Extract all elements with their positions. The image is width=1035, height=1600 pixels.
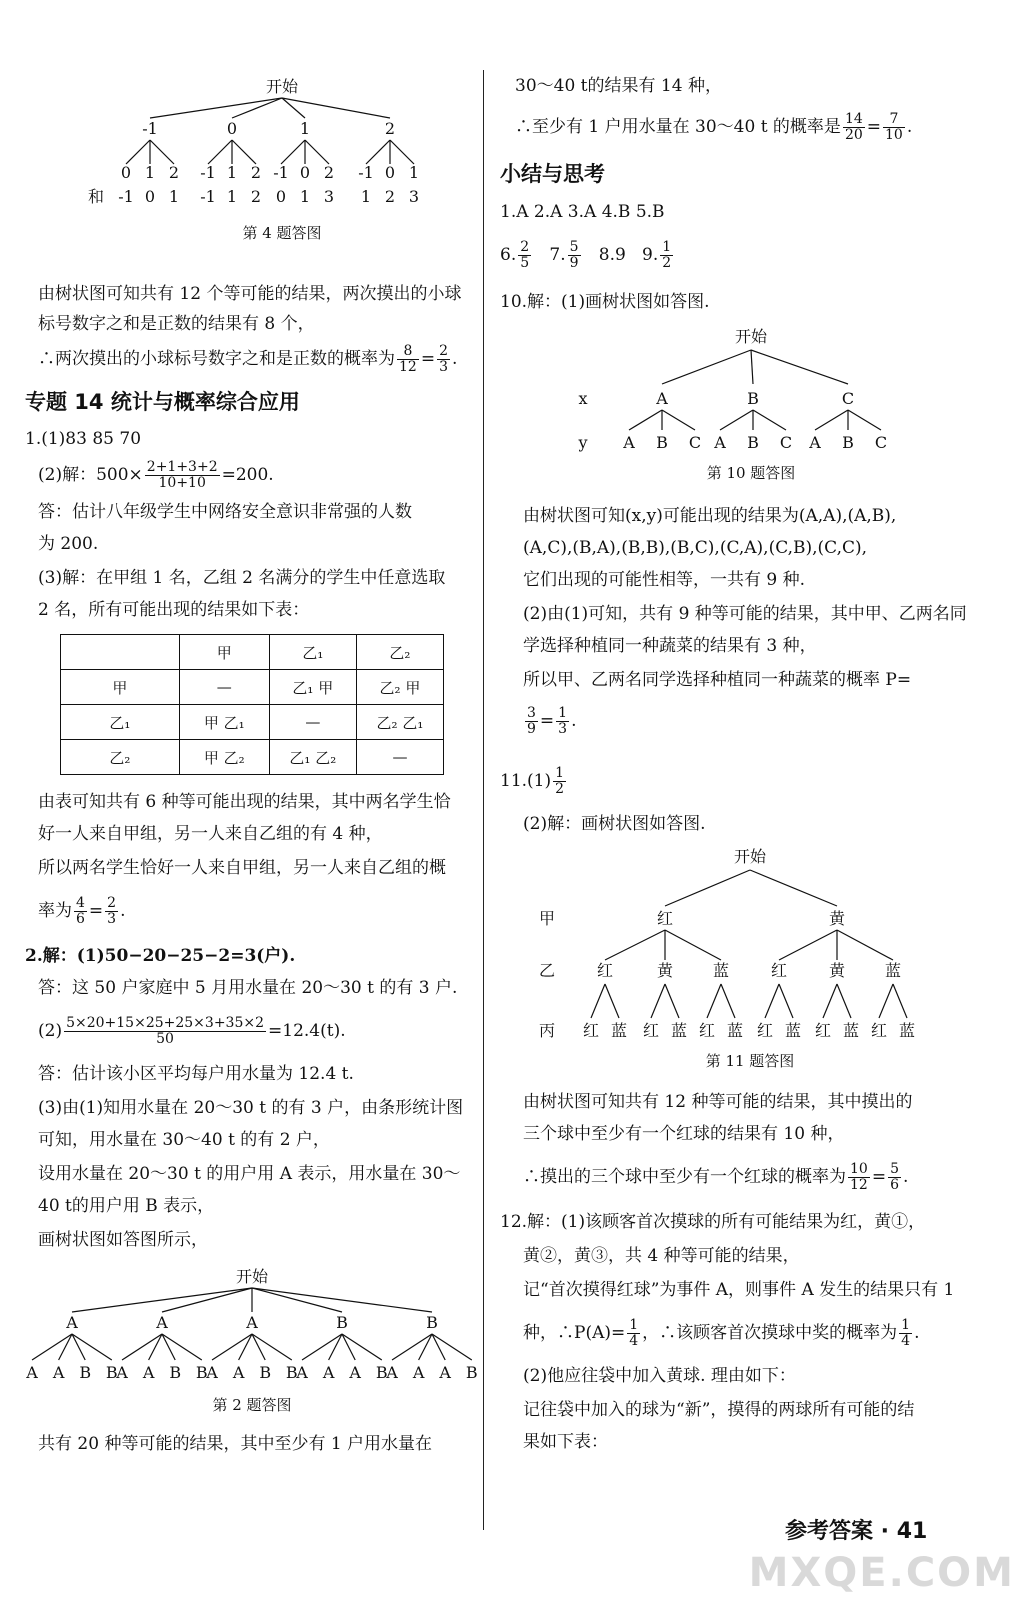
paragraph-probability: ∴两次摸出的小球标号数字之和是正数的概率为 $\frac{8}{12}$ = $\frac{2}{3}$ . — [38, 343, 458, 375]
tree-leaf: 蓝 — [898, 1021, 916, 1040]
tree-leaf: C — [688, 433, 702, 452]
fraction: $\frac{1}{4}$ — [629, 1317, 639, 1349]
paragraph: 所以两名学生恰好一人来自甲组，另一人来自乙组的概 — [38, 858, 446, 878]
tree-edge — [629, 410, 662, 430]
tree-node: B — [336, 1313, 348, 1332]
paragraph: 答：这 50 户家庭中 5 月用水量在 20～30 t 的有 3 户. — [38, 978, 458, 998]
tree-leaf: B — [195, 1363, 208, 1382]
paragraph: 由表可知共有 6 种等可能出现的结果，其中两名学生恰 — [38, 792, 451, 812]
tree-edge — [390, 140, 414, 164]
paragraph: 由树状图可知共有 12 种等可能的结果，其中摸出的 — [523, 1092, 913, 1112]
tree-leaf: 0 — [384, 163, 396, 182]
tree-node: 0 — [226, 119, 238, 138]
answer-line: 6. $\frac{2}{5}$ 7. $\frac{5}{9}$ 8.9 9. $\frac{1}{2}$ — [500, 239, 672, 271]
table-row — [61, 670, 444, 705]
tree-leaf: 1 — [408, 163, 420, 182]
tree-sum: 3 — [408, 187, 420, 206]
tree-edge — [662, 410, 695, 430]
paragraph-probability: 率为 $\frac{4}{6}$ = $\frac{2}{3}$ . — [38, 895, 126, 927]
tree-leaf: 0 — [120, 163, 132, 182]
paragraph-probability: ∴摸出的三个球中至少有一个红球的概率为 $\frac{10}{12}$ = $\frac{5}{6}$ . — [523, 1161, 909, 1193]
paragraph: 为 200. — [38, 534, 99, 554]
tree-leaf: 蓝 — [726, 1021, 744, 1040]
fraction: $\frac{1}{2}$ — [555, 765, 565, 797]
fraction: $\frac{2}{3}$ — [107, 895, 117, 927]
tree-edge — [212, 1334, 252, 1360]
tree-edge — [281, 140, 305, 164]
tree-edge — [721, 984, 735, 1018]
paragraph-probability: ∴至少有 1 户用水量在 30～40 t 的概率是 $\frac{14}{20}$ = $\frac{7}{10}$ . — [515, 111, 913, 143]
paragraph: 三个球中至少有一个红球的结果有 10 种， — [523, 1124, 845, 1144]
figure-caption: 第 10 题答图 — [706, 464, 796, 482]
tree-edge — [837, 984, 851, 1018]
tree-leaf: B — [747, 433, 759, 452]
tree-leaf: B — [375, 1363, 388, 1382]
paragraph: 设用水量在 20～30 t 的用户用 A 表示，用水量在 30～ — [38, 1164, 461, 1184]
tree-edge — [779, 984, 793, 1018]
paragraph: 答：估计该小区平均每户用水量为 12.4 t. — [38, 1064, 354, 1084]
row-label: 乙 — [538, 961, 556, 980]
tree-edge — [126, 140, 150, 164]
figure-caption: 第 11 题答图 — [705, 1052, 795, 1070]
paragraph: 记“首次摸得红球”为事件 A，则事件 A 发生的结果只有 1 — [523, 1280, 955, 1300]
figure-caption: 第 4 题答图 — [242, 224, 322, 242]
tree-leaf: 2 — [168, 163, 180, 182]
paragraph: 标号数字之和是正数的结果有 8 个， — [38, 314, 315, 334]
tree-edge — [392, 1334, 432, 1360]
paragraph: (A,C),(B,A),(B,B),(B,C),(C,A),(C,B),(C,C), — [523, 538, 868, 558]
tree-leaf: 红 — [756, 1021, 774, 1040]
column-divider — [483, 70, 484, 1530]
tree-leaf: A — [623, 433, 635, 452]
tree-leaf: A — [809, 433, 821, 452]
table-cell: 乙₂ 乙₁ — [356, 705, 443, 740]
fraction: $\frac{2}{3}$ — [439, 343, 448, 375]
answer-line: (2) $\frac{5\times 20+15\times 25+25\times 3+35\times 2}{50}$ =12.4(t). — [38, 1015, 346, 1047]
tree-edge — [605, 930, 665, 960]
tree-leaf: A — [206, 1363, 218, 1382]
table-row — [61, 740, 444, 775]
tree-leaf: B — [465, 1363, 478, 1382]
paragraph: 黄②，黄③，共 4 种等可能的结果， — [523, 1246, 800, 1266]
table-cell: 乙₁ — [61, 705, 180, 740]
answer-line: 1.(1)83 85 70 — [25, 429, 142, 449]
tree-leaf: 2 — [323, 163, 335, 182]
tree-edge — [848, 410, 881, 430]
tree-edge — [779, 930, 837, 960]
answer-line: 10.解：(1)画树状图如答图. — [500, 292, 710, 312]
tree-edge — [122, 1334, 162, 1360]
fraction: $\frac{1}{3}$ — [558, 705, 568, 737]
table-cell: 甲 — [179, 635, 269, 670]
row-label: 丙 — [538, 1021, 556, 1040]
tree-edge — [305, 140, 329, 164]
table-cell: 甲 乙₂ — [179, 740, 269, 775]
tree-node: 1 — [299, 119, 311, 138]
tree-edge — [162, 1288, 252, 1312]
tree-leaf: 2 — [250, 163, 262, 182]
paragraph: 好一人来自甲组，另一人来自乙组的有 4 种， — [38, 824, 383, 844]
tree-edge — [879, 984, 893, 1018]
tree-edge — [751, 350, 753, 384]
tree-leaf: B — [169, 1363, 182, 1382]
tree-leaf: -1 — [358, 163, 374, 182]
answer-line: 12.解：(1)该顾客首次摸球的所有可能结果为红，黄①， — [500, 1212, 926, 1232]
tree-diagram-q4 — [0, 70, 470, 280]
tree-node: 2 — [384, 119, 396, 138]
tree-leaf: A — [439, 1363, 451, 1382]
tree-leaf: 0 — [299, 163, 311, 182]
row-label: 甲 — [538, 909, 556, 928]
tree-edge — [665, 930, 721, 960]
fraction: $\frac{8}{12}$ — [399, 343, 417, 375]
tree-leaf: A — [296, 1363, 308, 1382]
tree-root: 开始 — [734, 327, 768, 346]
paragraph: 果如下表： — [523, 1432, 608, 1452]
tree-leaf: -1 — [200, 163, 216, 182]
tree-edge — [823, 984, 837, 1018]
answer-line: 2.解：(1)50−20−25−2=3(户). — [25, 946, 296, 966]
paragraph: 画树状图如答图所示， — [38, 1230, 208, 1250]
paragraph: 30～40 t的结果有 14 种， — [515, 76, 722, 96]
tree-leaf: 红 — [582, 1021, 600, 1040]
table-row — [61, 705, 444, 740]
tree-leaf: 红 — [698, 1021, 716, 1040]
tree-leaf: 1 — [144, 163, 156, 182]
tree-node: A — [66, 1313, 78, 1332]
tree-node: A — [246, 1313, 258, 1332]
tree-node: 蓝 — [884, 961, 902, 980]
tree-edge — [282, 98, 390, 118]
fraction: $\frac{2}{5}$ — [520, 239, 530, 271]
tree-leaf: A — [349, 1363, 361, 1382]
tree-edge — [665, 870, 750, 906]
tree-leaf: A — [116, 1363, 128, 1382]
fraction: $\frac{3}{9}$ — [527, 705, 536, 737]
tree-node: 红 — [656, 909, 674, 928]
tree-leaf: B — [842, 433, 854, 452]
fraction: $\frac{10}{12}$ — [850, 1161, 868, 1193]
paragraph: (3)解：在甲组 1 名，乙组 2 名满分的学生中任意选取 — [38, 568, 446, 588]
tree-edge — [32, 1334, 72, 1360]
tree-leaf: 1 — [226, 163, 238, 182]
tree-edge — [232, 98, 282, 118]
paragraph: 2 名，所有可能出现的结果如下表： — [38, 600, 310, 620]
tree-node: 红 — [770, 961, 788, 980]
paragraph: 由树状图可知共有 12 个等可能的结果，两次摸出的小球 — [38, 284, 462, 304]
tree-edge — [591, 984, 605, 1018]
watermark: MXQE.COM — [748, 1550, 1015, 1596]
tree-edge — [208, 140, 232, 164]
paragraph: 学选择种植同一种蔬菜的结果有 3 种， — [523, 636, 817, 656]
tree-edge — [893, 984, 907, 1018]
paragraph: 由树状图可知(x,y)可能出现的结果为(A,A),(A,B), — [523, 506, 897, 526]
tree-leaf: A — [322, 1363, 335, 1382]
tree-sum: 2 — [384, 187, 396, 206]
tree-leaf: -1 — [273, 163, 289, 182]
paragraph-probability: 种，∴P(A)= $\frac{1}{4}$ ，∴该顾客首次摸球中奖的概率为 $\frac{1}{4}$ . — [523, 1317, 920, 1349]
tree-edge — [150, 98, 282, 118]
tree-sum: 1 — [226, 187, 238, 206]
table-cell: 乙₁ 甲 — [269, 670, 356, 705]
tree-leaf: 红 — [870, 1021, 888, 1040]
tree-sum: -1 — [200, 187, 216, 206]
tree-leaf: 红 — [642, 1021, 660, 1040]
tree-edge — [282, 98, 305, 118]
tree-diagram-q10 — [565, 320, 985, 490]
tree-leaf: C — [874, 433, 888, 452]
tree-sum: 3 — [323, 187, 335, 206]
tree-leaf: 红 — [814, 1021, 832, 1040]
fraction: $\frac{5\times 20+15\times 25+25\times 3+35\times 2}{50}$ — [66, 1015, 265, 1047]
tree-sum: 1 — [360, 187, 372, 206]
tree-leaf: A — [412, 1363, 425, 1382]
paragraph: (2)由(1)可知，共有 9 种等可能的结果，其中甲、乙两名同 — [523, 604, 967, 624]
tree-node: -1 — [142, 119, 158, 138]
paragraph: 答：估计八年级学生中网络安全意识非常强的人数 — [38, 502, 412, 522]
tree-edge — [150, 140, 174, 164]
paragraph-probability: $\frac{3}{9}$ = $\frac{1}{3}$ . — [527, 705, 577, 737]
table-cell: 乙₂ — [356, 635, 443, 670]
tree-node: C — [841, 389, 855, 408]
table-cell: 甲 乙₁ — [179, 705, 269, 740]
paragraph: 可知，用水量在 30～40 t 的有 2 户， — [38, 1130, 330, 1150]
tree-edge — [72, 1288, 252, 1312]
outcome-table — [60, 634, 444, 775]
tree-leaf: 蓝 — [610, 1021, 628, 1040]
answer-line: 1.A 2.A 3.A 4.B 5.B — [500, 202, 665, 222]
tree-leaf: C — [779, 433, 793, 452]
tree-node: 黄 — [656, 961, 674, 980]
table-cell: 乙₂ 甲 — [356, 670, 443, 705]
fraction: $\frac{1}{2}$ — [662, 239, 672, 271]
tree-leaf: 蓝 — [784, 1021, 802, 1040]
paragraph: (3)由(1)知用水量在 20～30 t 的有 3 户，由条形统计图 — [38, 1098, 464, 1118]
tree-edge — [753, 410, 786, 430]
answer-line: 11.(1) $\frac{1}{2}$ — [500, 765, 565, 797]
tree-edge — [232, 140, 256, 164]
tree-node: 蓝 — [712, 961, 730, 980]
tree-node: B — [747, 389, 759, 408]
fraction: $\frac{14}{20}$ — [844, 111, 863, 143]
axis-label-y: y — [578, 433, 588, 452]
tree-node: 黄 — [828, 909, 846, 928]
tree-edge — [837, 930, 893, 960]
tree-edge — [815, 410, 848, 430]
tree-edge — [720, 410, 753, 430]
tree-diagram-q2 — [0, 1260, 480, 1420]
tree-node: A — [656, 389, 668, 408]
answer-line: (2)解：画树状图如答图. — [523, 814, 706, 834]
tree-leaf: B — [285, 1363, 298, 1382]
tree-diagram-q11 — [525, 840, 965, 1080]
table-cell: 乙₁ — [269, 635, 356, 670]
tree-edge — [366, 140, 390, 164]
fraction: $\frac{5}{6}$ — [890, 1161, 899, 1193]
tree-root: 开始 — [733, 847, 767, 866]
sum-label: 和 — [87, 187, 105, 206]
paragraph: 40 t的用户用 B 表示， — [38, 1196, 215, 1216]
paragraph: 记往袋中加入的球为“新”，摸得的两球所有可能的结 — [523, 1400, 915, 1420]
tree-sum: 0 — [144, 187, 156, 206]
tree-leaf: 蓝 — [842, 1021, 860, 1040]
tree-leaf: B — [656, 433, 668, 452]
tree-node: 黄 — [828, 961, 846, 980]
tree-leaf: B — [105, 1363, 118, 1382]
table-row — [61, 635, 444, 670]
tree-edge — [662, 350, 751, 384]
table-cell: 乙₂ — [61, 740, 180, 775]
table-cell: — — [356, 740, 443, 775]
tree-sum: -1 — [118, 187, 134, 206]
section-title: 小结与思考 — [500, 162, 605, 186]
fraction: $\frac{1}{4}$ — [901, 1317, 911, 1349]
tree-leaf: 蓝 — [670, 1021, 688, 1040]
figure-caption: 第 2 题答图 — [212, 1396, 292, 1414]
page-number: 41 — [896, 1519, 928, 1544]
tree-edge — [751, 350, 848, 384]
tree-leaf: A — [386, 1363, 398, 1382]
tree-edge — [765, 984, 779, 1018]
tree-edge — [651, 984, 665, 1018]
tree-edge — [302, 1334, 342, 1360]
section-title: 专题 14 统计与概率综合应用 — [25, 390, 300, 414]
axis-label-x: x — [578, 389, 588, 408]
tree-leaf: A — [714, 433, 726, 452]
tree-edge — [750, 870, 837, 906]
table-cell: — — [179, 670, 269, 705]
footer-label: 参考答案 · 41 — [785, 1519, 928, 1544]
fraction: $\frac{2+1+3+2}{10+10}$ — [146, 459, 218, 491]
tree-leaf: A — [52, 1363, 65, 1382]
fraction: $\frac{5}{9}$ — [569, 239, 579, 271]
fraction: $\frac{7}{10}$ — [885, 111, 903, 143]
tree-sum: 1 — [168, 187, 180, 206]
tree-sum: 0 — [275, 187, 287, 206]
tree-leaf: B — [259, 1363, 272, 1382]
tree-node: B — [426, 1313, 438, 1332]
tree-leaf: A — [142, 1363, 155, 1382]
table-cell: 甲 — [61, 670, 180, 705]
tree-root: 开始 — [265, 77, 299, 96]
fraction: $\frac{4}{6}$ — [76, 895, 85, 927]
tree-sum: 2 — [250, 187, 262, 206]
tree-edge — [252, 1288, 432, 1312]
tree-edge — [707, 984, 721, 1018]
paragraph: 所以甲、乙两名同学选择种植同一种蔬菜的概率 P= — [523, 670, 912, 690]
tree-edge — [605, 984, 619, 1018]
tree-edge — [665, 984, 679, 1018]
tree-node: 红 — [596, 961, 614, 980]
table-cell — [61, 635, 180, 670]
tree-node: A — [156, 1313, 168, 1332]
table-cell: — — [269, 705, 356, 740]
tree-root: 开始 — [235, 1267, 269, 1286]
tree-sum: 1 — [299, 187, 311, 206]
paragraph: (2)他应往袋中加入黄球. 理由如下： — [523, 1366, 796, 1386]
paragraph: 共有 20 种等可能的结果，其中至少有 1 户用水量在 — [38, 1434, 433, 1454]
paragraph: 它们出现的可能性相等，一共有 9 种. — [523, 570, 806, 590]
tree-leaf: B — [79, 1363, 92, 1382]
tree-edge — [252, 1288, 342, 1312]
table-cell: 乙₁ 乙₂ — [269, 740, 356, 775]
tree-leaf: A — [26, 1363, 38, 1382]
tree-leaf: A — [232, 1363, 245, 1382]
answer-line: (2)解：500× $\frac{2+1+3+2}{10+10}$ =200. — [38, 459, 274, 491]
